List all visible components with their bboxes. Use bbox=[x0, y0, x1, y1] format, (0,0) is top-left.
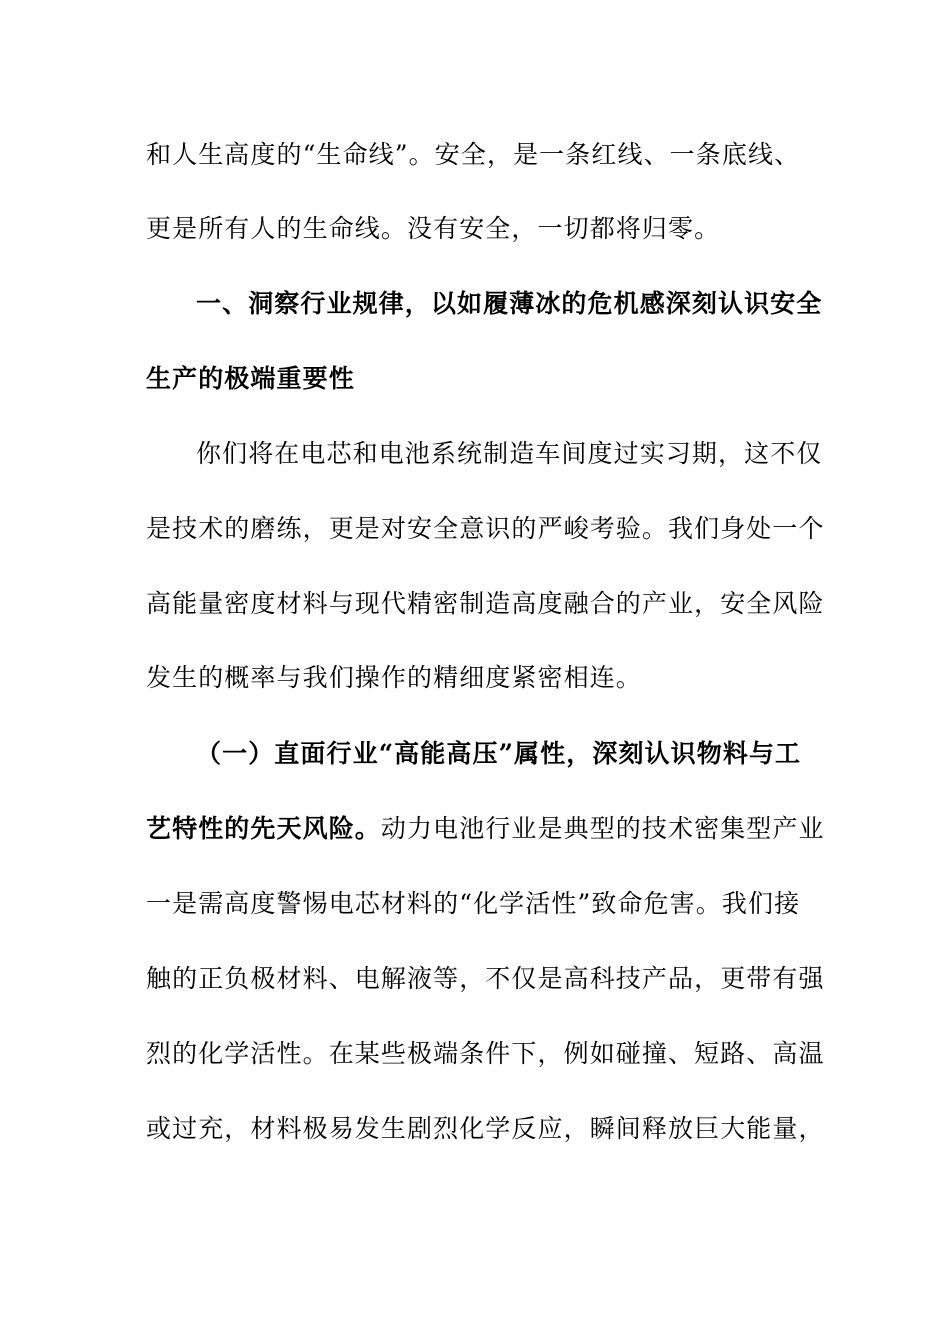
body-text-line: 一是需高度警惕电芯材料的“化学活性”致命危害。我们接 bbox=[146, 889, 801, 918]
body-text-line: 更是所有人的生命线。没有安全，一切都将归零。 bbox=[146, 214, 721, 243]
body-text-line: 和人生高度的“生命线”。安全，是一条红线、一条底线、 bbox=[146, 140, 801, 169]
subsection-heading-line: （一）直面行业“高能高压”属性，深刻认识物料与工 bbox=[196, 739, 802, 768]
body-text-line: 发生的概率与我们操作的精细度紧密相连。 bbox=[146, 663, 642, 692]
mixed-text-line bbox=[146, 811, 825, 847]
body-text-line: 或过充，材料极易发生剧烈化学反应，瞬间释放巨大能量， bbox=[146, 1114, 825, 1143]
body-text-line: 触的正负极材料、电解液等，不仅是高科技产品，更带有强 bbox=[146, 964, 825, 993]
body-text-line: 烈的化学活性。在某些极端条件下，例如碰撞、短路、高温 bbox=[146, 1039, 825, 1068]
body-text-line: 高能量密度材料与现代精密制造高度融合的产业，安全风险 bbox=[146, 589, 825, 618]
section-heading-line: 一、洞察行业规律，以如履薄冰的危机感深刻认识安全 bbox=[196, 289, 823, 318]
body-text-line: 是技术的磨练，更是对安全意识的严峻考验。我们身处一个 bbox=[146, 514, 825, 543]
body-text-fragment: 动力电池行业是典型的技术密集型产业 bbox=[380, 814, 825, 843]
body-text-line: 你们将在电芯和电池系统制造车间度过实习期，这不仅 bbox=[196, 439, 823, 468]
subsection-heading-end: 艺特性的先天风险。 bbox=[146, 814, 381, 843]
section-heading-line: 生产的极端重要性 bbox=[146, 364, 355, 393]
